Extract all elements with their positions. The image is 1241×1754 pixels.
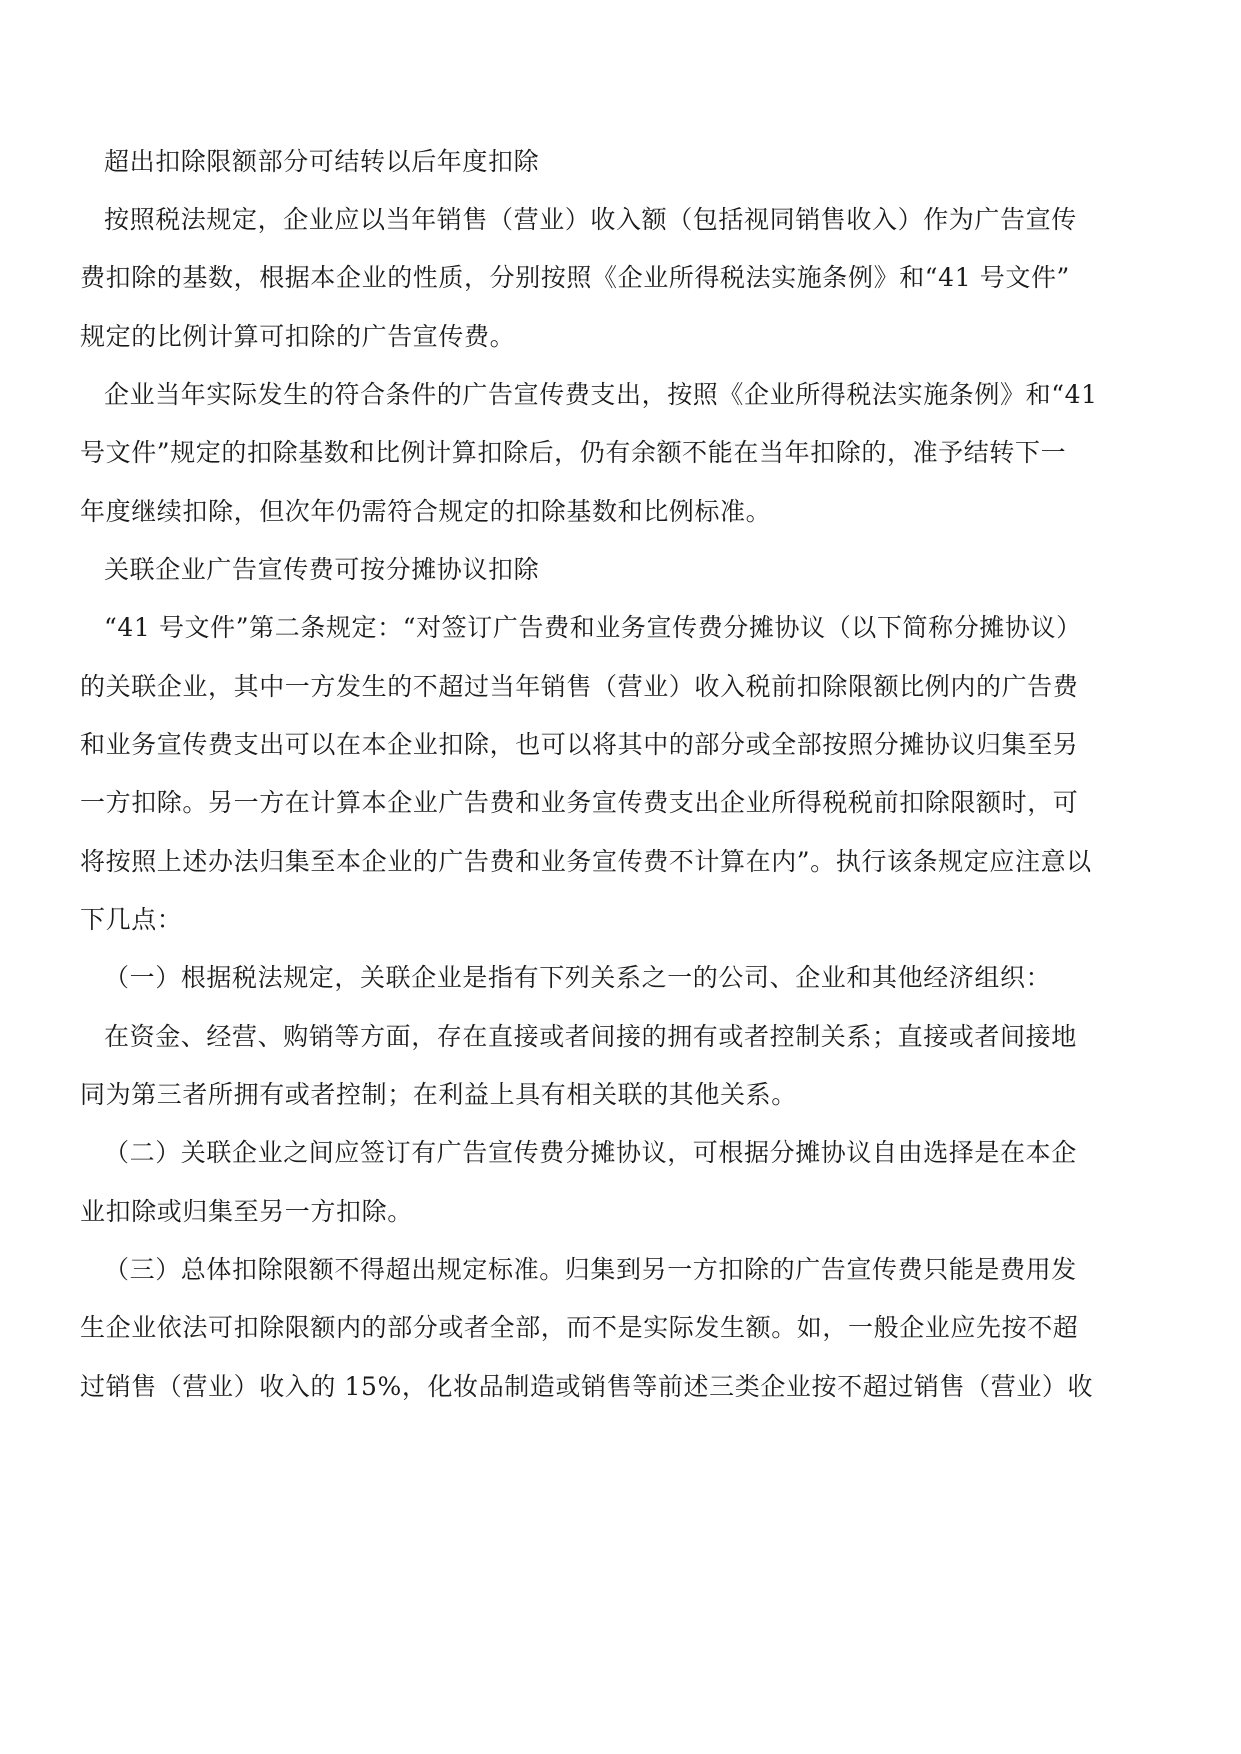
- paragraph-line: 将按照上述办法归集至本企业的广告费和业务宣传费不计算在内”。执行该条规定应注意以: [80, 847, 1092, 876]
- paragraph-line: 和业务宣传费支出可以在本企业扣除，也可以将其中的部分或全部按照分摊协议归集至另: [80, 730, 1079, 759]
- section-heading: 关联企业广告宣传费可按分摊协议扣除: [104, 555, 540, 584]
- paragraph-line: 同为第三者所拥有或者控制；在利益上具有相关联的其他关系。: [80, 1080, 797, 1109]
- paragraph-line: 生企业依法可扣除限额内的部分或者全部，而不是实际发生额。如，一般企业应先按不超: [80, 1313, 1079, 1342]
- paragraph-line: 下几点：: [80, 905, 183, 934]
- paragraph-line: 费扣除的基数，根据本企业的性质，分别按照《企业所得税法实施条例》和“41 号文件”: [80, 263, 1070, 292]
- paragraph-line: “41 号文件”第二条规定：“对签订广告费和业务宣传费分摊协议（以下简称分摊协议）: [104, 613, 1082, 642]
- paragraph-line: 的关联企业，其中一方发生的不超过当年销售（营业）收入税前扣除限额比例内的广告费: [80, 672, 1079, 701]
- paragraph-line: 一方扣除。另一方在计算本企业广告费和业务宣传费支出企业所得税税前扣除限额时，可: [80, 788, 1079, 817]
- paragraph-line: （一）根据税法规定，关联企业是指有下列关系之一的公司、企业和其他经济组织：: [104, 963, 1052, 992]
- paragraph-line: 企业当年实际发生的符合条件的广告宣传费支出，按照《企业所得税法实施条例》和“41: [104, 380, 1098, 409]
- paragraph-line: （三）总体扣除限额不得超出规定标准。归集到另一方扣除的广告宣传费只能是费用发: [104, 1255, 1077, 1284]
- paragraph-line: 年度继续扣除，但次年仍需符合规定的扣除基数和比例标准。: [80, 497, 772, 526]
- paragraph-line: 按照税法规定，企业应以当年销售（营业）收入额（包括视同销售收入）作为广告宣传: [104, 205, 1077, 234]
- paragraph-line: 规定的比例计算可扣除的广告宣传费。: [80, 322, 516, 351]
- section-heading: 超出扣除限额部分可结转以后年度扣除: [104, 147, 540, 176]
- paragraph-line: 在资金、经营、购销等方面，存在直接或者间接的拥有或者控制关系；直接或者间接地: [104, 1022, 1077, 1051]
- paragraph-line: （二）关联企业之间应签订有广告宣传费分摊协议，可根据分摊协议自由选择是在本企: [104, 1138, 1077, 1167]
- paragraph-line: 业扣除或归集至另一方扣除。: [80, 1197, 413, 1226]
- paragraph-line: 过销售（营业）收入的 15%，化妆品制造或销售等前述三类企业按不超过销售（营业）收: [80, 1372, 1094, 1401]
- paragraph-line: 号文件”规定的扣除基数和比例计算扣除后，仍有余额不能在当年扣除的，准予结转下一: [80, 438, 1067, 467]
